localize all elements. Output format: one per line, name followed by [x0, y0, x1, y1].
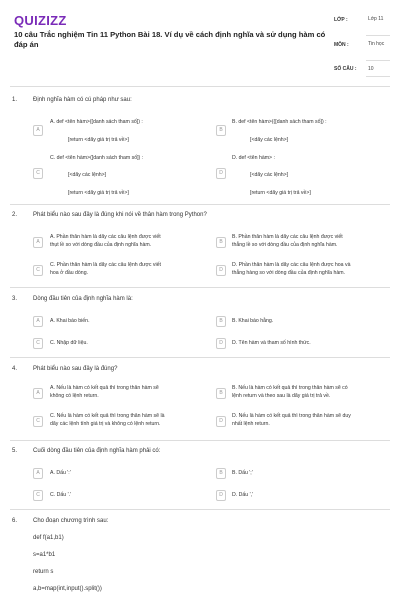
option-a-box[interactable]: A	[33, 125, 43, 136]
option-c-box[interactable]: C	[33, 416, 43, 427]
question-number: 5.	[12, 448, 18, 454]
option-c-line: C. Nếu là hàm có kết quả thì trong thân hàm sẽ là	[50, 413, 165, 419]
count-value: 10	[368, 66, 374, 72]
code-line: s=a1*b1	[33, 552, 56, 558]
option-c-line: dãy các lệnh tính giá trị và không có lệnh return.	[50, 421, 161, 427]
question-text: Dòng đầu tiên của định nghĩa hàm là:	[33, 296, 133, 302]
question-number: 2.	[12, 212, 18, 218]
code-line: def f(a1,b1)	[33, 535, 64, 541]
class-label: LỚP :	[334, 17, 348, 23]
question-number: 6.	[12, 518, 18, 524]
option-a-line: thụt lề so với dòng đầu của định nghĩa hàm.	[50, 242, 152, 248]
option-c-line: hoa ở đầu dòng.	[50, 270, 89, 276]
option-d-box[interactable]: D	[216, 490, 226, 501]
option-a-line: [return <dãy giá trị trả về>]	[68, 137, 129, 143]
question-text: Cuối dòng đầu tiên của định nghĩa hàm phải có:	[33, 448, 161, 454]
question-number: 3.	[12, 296, 18, 302]
divider	[366, 35, 390, 36]
option-b-line: lệnh return và theo sau là dãy giá trị trả về.	[232, 393, 331, 399]
header-divider	[10, 86, 390, 87]
option-b-line: B. Khai báo hằng.	[232, 318, 274, 324]
quizizz-logo: QUIZIZZ	[14, 13, 67, 28]
option-a-box[interactable]: A	[33, 388, 43, 399]
option-a-line: A. Phần thân hàm là dãy các câu lệnh được viết	[50, 234, 161, 240]
option-b-line: B. Phần thân hàm là dãy các câu lệnh được viết	[232, 234, 343, 240]
question-divider	[10, 287, 390, 288]
question-divider	[10, 204, 390, 205]
option-c-line: C. Dấu '.'	[50, 492, 72, 498]
option-d-box[interactable]: D	[216, 338, 226, 349]
subject-label: MÔN :	[334, 42, 349, 48]
divider	[366, 76, 390, 77]
option-a-line: A. Dấu ':'	[50, 470, 71, 476]
option-b-box[interactable]: B	[216, 468, 226, 479]
option-a-line: không có lệnh return.	[50, 393, 99, 399]
divider	[366, 60, 390, 61]
option-d-line: D. Phần thân hàm là dãy các câu lệnh được hoa và	[232, 262, 351, 268]
option-b-line: thẳng lề so với dòng đầu của định nghĩa hàm.	[232, 242, 338, 248]
option-b-line: [<dãy các lệnh>]	[250, 137, 289, 143]
option-b-line: B. Nếu là hàm có kết quả thì trong thân hàm sẽ có	[232, 385, 348, 391]
option-b-box[interactable]: B	[216, 388, 226, 399]
option-a-line: A. def <tên hàm>([danh sách tham số]) :	[50, 119, 143, 125]
question-text: Cho đoạn chương trình sau:	[33, 518, 109, 524]
question-number: 4.	[12, 366, 18, 372]
question-divider	[10, 357, 390, 358]
option-c-line: [return <dãy giá trị trả về>]	[68, 190, 129, 196]
option-b-line: B. Dấu ';'	[232, 470, 253, 476]
option-b-box[interactable]: B	[216, 125, 226, 136]
question-text: Định nghĩa hàm có cú pháp như sau:	[33, 97, 132, 103]
option-d-box[interactable]: D	[216, 265, 226, 276]
option-c-box[interactable]: C	[33, 338, 43, 349]
option-c-box[interactable]: C	[33, 168, 43, 179]
option-a-box[interactable]: A	[33, 468, 43, 479]
option-c-line: C. Phần thân hàm là dãy các câu lệnh được viết	[50, 262, 161, 268]
option-d-line: nhất lệnh return.	[232, 421, 270, 427]
option-d-line: [<dãy các lệnh>]	[250, 172, 289, 178]
option-c-line: C. def <tên hàm>([danh sách tham số]) :	[50, 155, 144, 161]
code-line: return s	[33, 569, 54, 575]
worksheet-title: 10 câu Trắc nghiệm Tin 11 Python Bài 18. Ví dụ về cách định nghĩa và sử dụng hàm có đáp án	[14, 30, 326, 49]
option-c-box[interactable]: C	[33, 490, 43, 501]
option-c-box[interactable]: C	[33, 265, 43, 276]
question-divider	[10, 440, 390, 441]
question-divider	[10, 509, 390, 510]
option-b-box[interactable]: B	[216, 316, 226, 327]
option-d-box[interactable]: D	[216, 416, 226, 427]
option-c-line: [<dãy các lệnh>]	[68, 172, 107, 178]
option-a-line: A. Khai báo biến.	[50, 318, 90, 324]
option-d-box[interactable]: D	[216, 168, 226, 179]
option-d-line: [return <dãy giá trị trả về>]	[250, 190, 311, 196]
question-text: Phát biểu nào sau đây là đúng?	[33, 366, 118, 372]
option-d-line: D. Nếu là hàm có kết quả thì trong thân hàm sẽ duy	[232, 413, 351, 419]
question-number: 1.	[12, 97, 18, 103]
option-a-line: A. Nếu là hàm có kết quả thì trong thân hàm sẽ	[50, 385, 159, 391]
subject-value: Tin học	[368, 41, 385, 47]
option-d-line: D. def <tên hàm> :	[232, 155, 275, 161]
count-label: SỐ CÂU :	[334, 66, 357, 72]
option-d-line: D. Tên hàm và tham số hình thức.	[232, 340, 311, 346]
option-b-box[interactable]: B	[216, 237, 226, 248]
code-line: a,b=map(int,input().split())	[33, 586, 102, 592]
class-value: Lớp 11	[368, 16, 384, 22]
option-d-line: thẳng hàng so với dòng đầu của định nghĩa hàm.	[232, 270, 346, 276]
option-c-line: C. Nhập dữ liệu.	[50, 340, 88, 346]
option-d-line: D. Dấu ','	[232, 492, 254, 498]
option-b-line: B. def <tên hàm>(([danh sách tham số]) :	[232, 119, 327, 125]
option-a-box[interactable]: A	[33, 237, 43, 248]
question-text: Phát biểu nào sau đây là đúng khi nói về thân hàm trong Python?	[33, 212, 207, 218]
option-a-box[interactable]: A	[33, 316, 43, 327]
